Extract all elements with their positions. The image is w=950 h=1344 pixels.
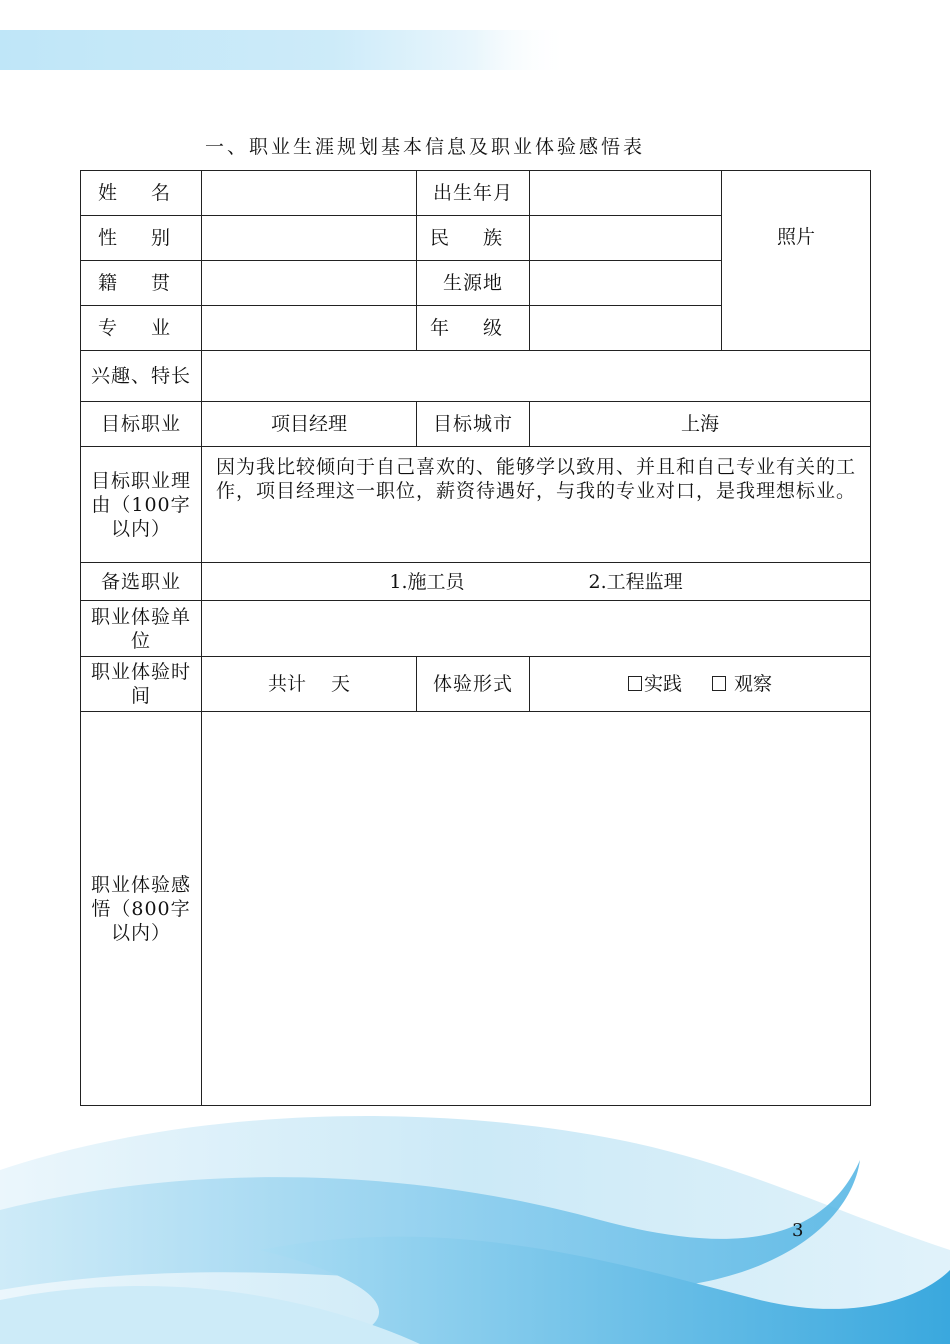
insight-label: 职业体验感悟（800字以内）: [81, 712, 202, 1106]
insight-field[interactable]: [202, 712, 871, 1106]
interests-label: 兴趣、特长: [81, 351, 202, 402]
observe-checkbox[interactable]: [712, 676, 726, 691]
alt-job-label: 备选职业: [81, 563, 202, 601]
birth-label: 出生年月: [417, 171, 530, 216]
photo-label: 照片: [776, 225, 815, 248]
reason-value[interactable]: 因为我比较倾向于自己喜欢的、能够学以致用、并且和自己专业有关的工作，项目经理这一职位，薪资待遇好，与我的专业对口，是我理想标业。: [202, 447, 871, 563]
gender-label: 性 别: [81, 216, 202, 261]
grade-field[interactable]: [530, 306, 722, 351]
alt-job-1: 1.施工员: [389, 570, 465, 593]
name-label: 姓 名: [81, 171, 202, 216]
page-title: 一、职业生涯规划基本信息及职业体验感悟表: [204, 136, 645, 158]
birth-field[interactable]: [530, 171, 722, 216]
target-city-label: 目标城市: [417, 402, 530, 447]
photo-cell[interactable]: [722, 171, 871, 351]
target-job-label: 目标职业: [81, 402, 202, 447]
major-field[interactable]: [202, 306, 417, 351]
alt-job-2: 2.工程监理: [588, 570, 683, 593]
exp-unit-label: 职业体验单位: [81, 601, 202, 657]
alt-job-field[interactable]: [202, 563, 871, 601]
source-field[interactable]: [530, 261, 722, 306]
origin-label: 籍 贯: [81, 261, 202, 306]
target-job-value[interactable]: 项目经理: [202, 402, 417, 447]
source-label: 生源地: [417, 261, 530, 306]
reason-label: 目标职业理由（100字以内）: [81, 447, 202, 563]
gender-field[interactable]: [202, 216, 417, 261]
exp-form-label: 体验形式: [417, 657, 530, 712]
grade-label: 年 级: [417, 306, 530, 351]
interests-field[interactable]: [202, 351, 871, 402]
observe-option-label: 观察: [734, 673, 773, 695]
name-field[interactable]: [202, 171, 417, 216]
exp-time-label: 职业体验时间: [81, 657, 202, 712]
practice-option-label: 实践: [643, 673, 682, 695]
header-band-decoration: [0, 30, 950, 70]
ethnicity-label: 民 族: [417, 216, 530, 261]
footer-wave-decoration: [0, 1100, 950, 1344]
exp-days-field[interactable]: 共计 天: [202, 657, 417, 712]
exp-form-options: [530, 657, 871, 712]
target-city-value[interactable]: 上海: [530, 402, 871, 447]
ethnicity-field[interactable]: [530, 216, 722, 261]
career-info-form: [80, 170, 871, 1106]
page-number: 3: [792, 1220, 804, 1241]
practice-checkbox[interactable]: [628, 676, 642, 691]
origin-field[interactable]: [202, 261, 417, 306]
major-label: 专 业: [81, 306, 202, 351]
exp-unit-field[interactable]: [202, 601, 871, 657]
